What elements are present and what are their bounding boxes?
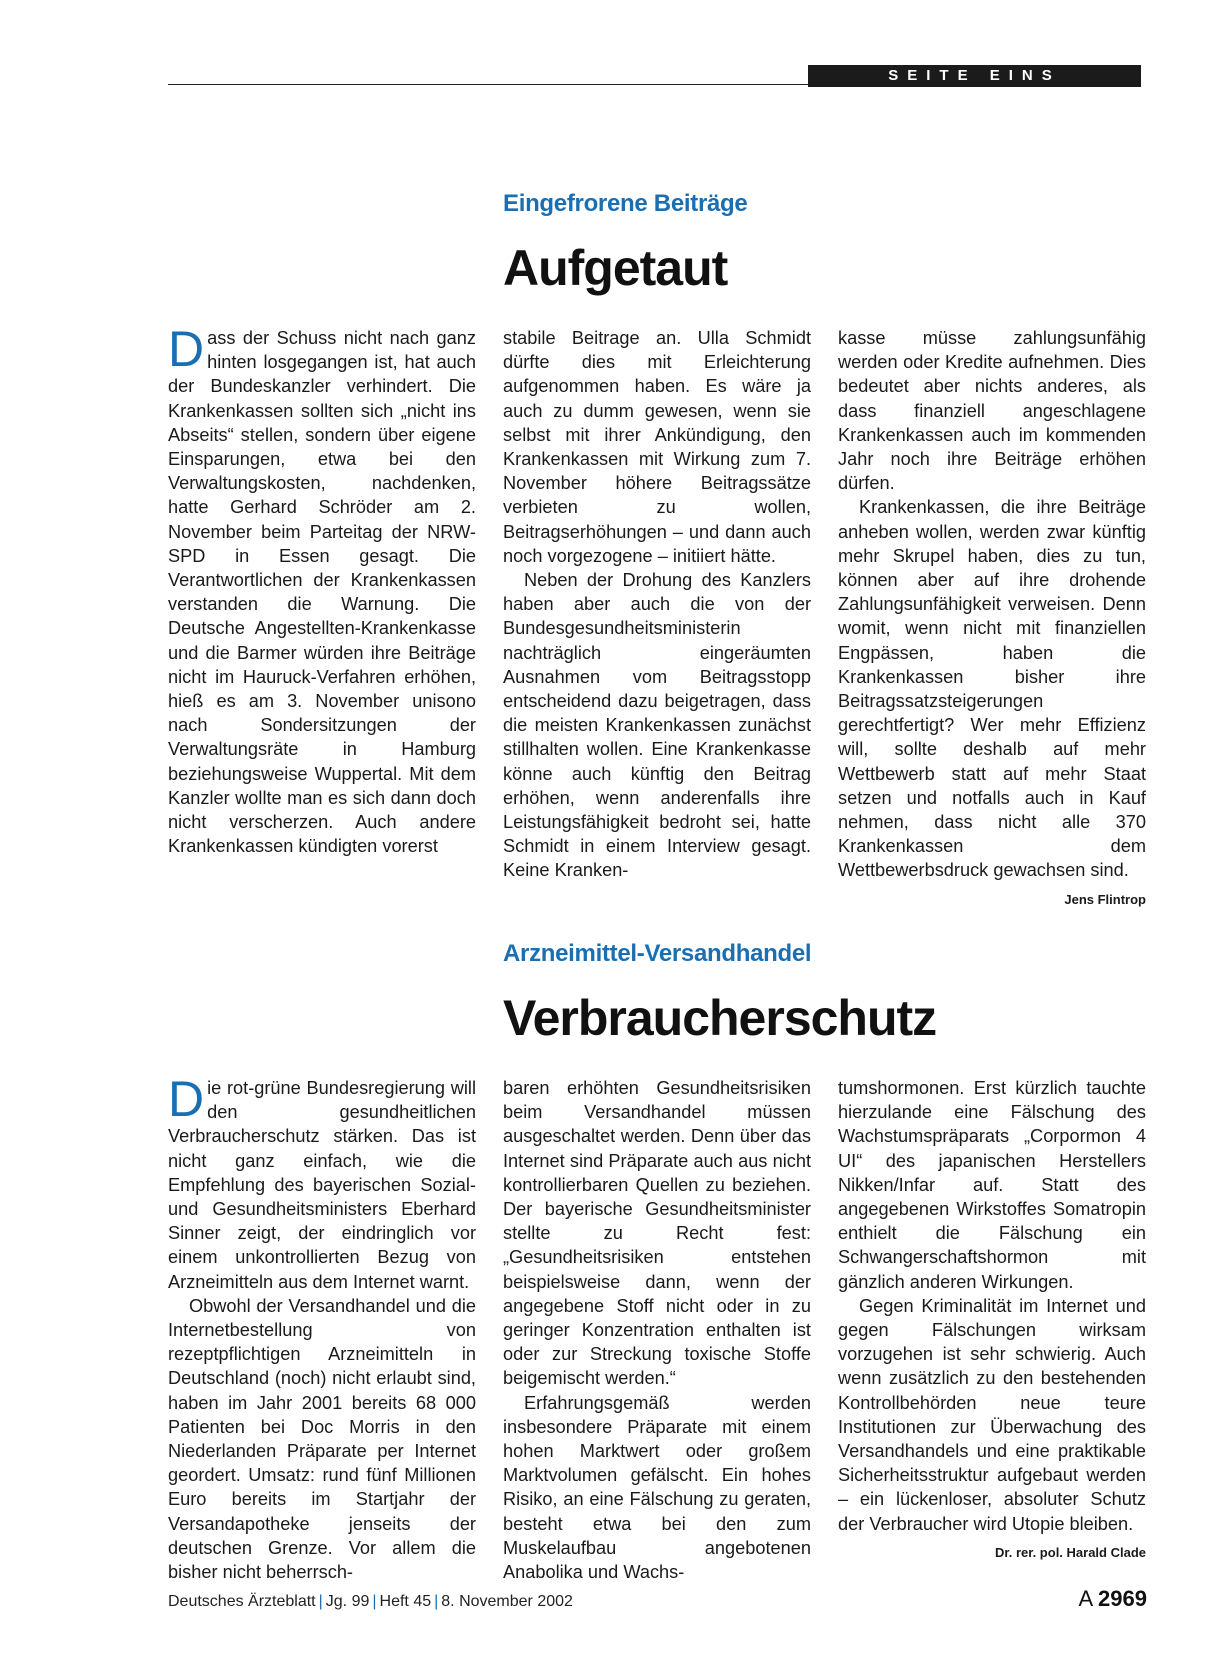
article2-title: Verbraucherschutz (503, 990, 937, 1046)
article1-author: Jens Flintrop (1064, 891, 1146, 907)
footer-issue: Heft 45 (379, 1593, 432, 1610)
page-number (1078, 1586, 1147, 1612)
article1-col1-text: ass der Schuss nicht nach ganz hinten losgegangen ist, hat auch der Bundeskanzler verhindert. Die Krankenkassen sollten sich „nicht ins Abseits“ stellen, sondern über eigene Einsparungen, etwa bei den Verwaltungskosten, nachdenken, hatte Gerhard Schröder am 2. November beim Parteitag der NRW-SPD in Essen gesagt. Die Verantwortlichen der Krankenkassen verstanden die Warnung. Die Deutsche Angestellten-Krankenkasse und die Barmer würden ihre Beiträge nicht im Hauruck-Verfahren erhöhen, hieß es am 3. November unisono nach Sondersitzungen der Verwaltungsräte in Hamburg beziehungsweise Wuppertal. Mit dem Kanzler wollte man es sich dann doch nicht verscherzen. Auch andere Krankenkassen kündigten vorerst (168, 328, 476, 857)
article2-dropcap: D (168, 1071, 205, 1127)
footer-separator: | (318, 1593, 323, 1610)
article2-author: Dr. rer. pol. Harald Clade (995, 1544, 1146, 1560)
section-label: SEITE EINS (808, 65, 1141, 87)
article2-column-2 (503, 1076, 811, 1584)
page-prefix: A (1078, 1586, 1092, 1611)
article2-col1-p2: Obwohl der Versandhandel und die Internetbestellung von rezeptpflichtigen Arzneimitteln in Deutschland (noch) nicht erlaubt sind, haben im Jahr 2001 bereits 68 000 Patienten bei Doc Morris in den Niederlanden Präparate per Internet geordert. Umsatz: rund fünf Millionen Euro bereits im Startjahr der Versandapotheke jenseits der deutschen Grenze. Vor allem die bisher nicht beherrsch- (168, 1295, 476, 1583)
article1-col2-p2: Neben der Drohung des Kanzlers haben aber auch die von der Bundesgesundheitsministerin nachträglich eingeräumten Ausnahmen vom Beitragsstopp entscheidend dazu beigetragen, dass die meisten Krankenkassen zunächst stillhalten wollen. Eine Krankenkasse könne auch künftig den Beitrag erhöhen, wenn anderenfalls ihre Leistungsfähigkeit bedroht sei, hatte Schmidt in einem Interview gesagt. Keine Kranken- (503, 570, 811, 881)
article1-col2-p1: stabile Beitrage an. Ulla Schmidt dürfte dies mit Erleichterung aufgenommen haben. Es wäre ja auch zu dumm gewesen, wenn sie selbst mit ihrer Ankündigung, den Krankenkassen mit Wirkung zum 7. November höhere Beitragssätze verbieten zu wollen, Beitragserhöhungen – und dann auch noch vorgezogene – initiiert hätte. (503, 328, 811, 566)
footer-citation (168, 1593, 573, 1611)
footer-date: 8. November 2002 (441, 1593, 573, 1610)
article1-col3-p2: Krankenkassen, die ihre Beiträge anheben wollen, werden zwar künftig mehr Skrupel haben, dies zu tun, können aber auf ihre drohende Zahlungsunfähigkeit verweisen. Denn womit, wenn nicht mit finanziellen Engpässen, haben die Krankenkassen bisher ihre Beitragssatzsteigerungen gerechtfertigt? Wer mehr Effizienz will, sollte deshalb auf mehr Wettbewerb statt auf mehr Staat setzen und notfalls auch in Kauf nehmen, dass nicht alle 370 Krankenkassen dem Wettbewerbsdruck gewachsen sind. (838, 497, 1146, 881)
article1-title: Aufgetaut (503, 240, 728, 296)
footer-journal: Deutsches Ärzteblatt (168, 1593, 316, 1610)
article2-kicker: Arzneimittel-Versandhandel (503, 940, 812, 967)
article2-col3-p1: tumshormonen. Erst kürzlich tauchte hierzulande eine Fälschung des Wachstumspräparats „Corpormon 4 UI“ des japanischen Herstellers Nikken/Infar auf. Statt des angegebenen Wirkstoffes Somatropin enthielt die Fälschung ein Schwangerschaftshormon mit gänzlich anderen Wirkungen. (838, 1078, 1146, 1292)
footer-volume: Jg. 99 (325, 1593, 370, 1610)
article2-col2-p1: baren erhöhten Gesundheitsrisiken beim Versandhandel müssen ausgeschaltet werden. Denn über das Internet sind Präparate auch aus nicht kontrollierbaren Quellen zu beziehen. Der bayerische Gesundheitsminister stellte zu Recht fest: „Gesundheitsrisiken entstehen beispielsweise dann, wenn der angegebene Stoff nicht oder in zu geringer Konzentration enthalten ist oder zur Streckung toxische Stoffe beigemischt werden.“ (503, 1078, 811, 1389)
footer-separator: | (434, 1593, 439, 1610)
article2-column-1 (168, 1071, 476, 1584)
article2-col2-p2: Erfahrungsgemäß werden insbesondere Präparate mit einem hohen Marktwert oder großem Marktvolumen gefälscht. Ein hohes Risiko, an eine Fälschung zu geraten, besteht etwa bei den zum Muskelaufbau angebotenen Anabolika und Wachs- (503, 1392, 811, 1583)
article1-col3-p1: kasse müsse zahlungsunfähig werden oder Kredite aufnehmen. Dies bedeutet aber nichts anderes, als dass finanziell angeschlagene Krankenkassen auch im kommenden Jahr noch ihre Beiträge erhöhen dürfen. (838, 328, 1146, 494)
page-number-value: 2969 (1098, 1586, 1147, 1611)
footer-separator: | (372, 1593, 377, 1610)
article2-col3-p2: Gegen Kriminalität im Internet und gegen Fälschungen wirksam vorzugehen ist sehr schwierig. Auch wenn zusätzlich zu den bestehenden Kontrollbehörden neue teure Institutionen zur Überwachung des Versandhandels und eine praktikable Sicherheitsstruktur aufgebaut werden – ein lückenloser, absoluter Schutz der Verbraucher wird Utopie bleiben. (838, 1295, 1146, 1534)
article1-column-3 (838, 326, 1146, 912)
article2-col1-p1: ie rot-grüne Bundesregierung will den gesundheitlichen Verbraucherschutz stärken. Das ist nicht ganz einfach, wie die Empfehlung des bayerischen Sozial- und Gesundheitsministers Eberhard Sinner zeigt, der eindringlich vor einem unkontrollierten Bezug von Arzneimitteln aus dem Internet warnt. (168, 1078, 476, 1292)
article1-column-2 (503, 326, 811, 883)
article1-column-1 (168, 321, 476, 858)
article1-dropcap: D (168, 321, 205, 377)
article2-column-3 (838, 1076, 1146, 1565)
article1-kicker: Eingefrorene Beiträge (503, 190, 748, 217)
